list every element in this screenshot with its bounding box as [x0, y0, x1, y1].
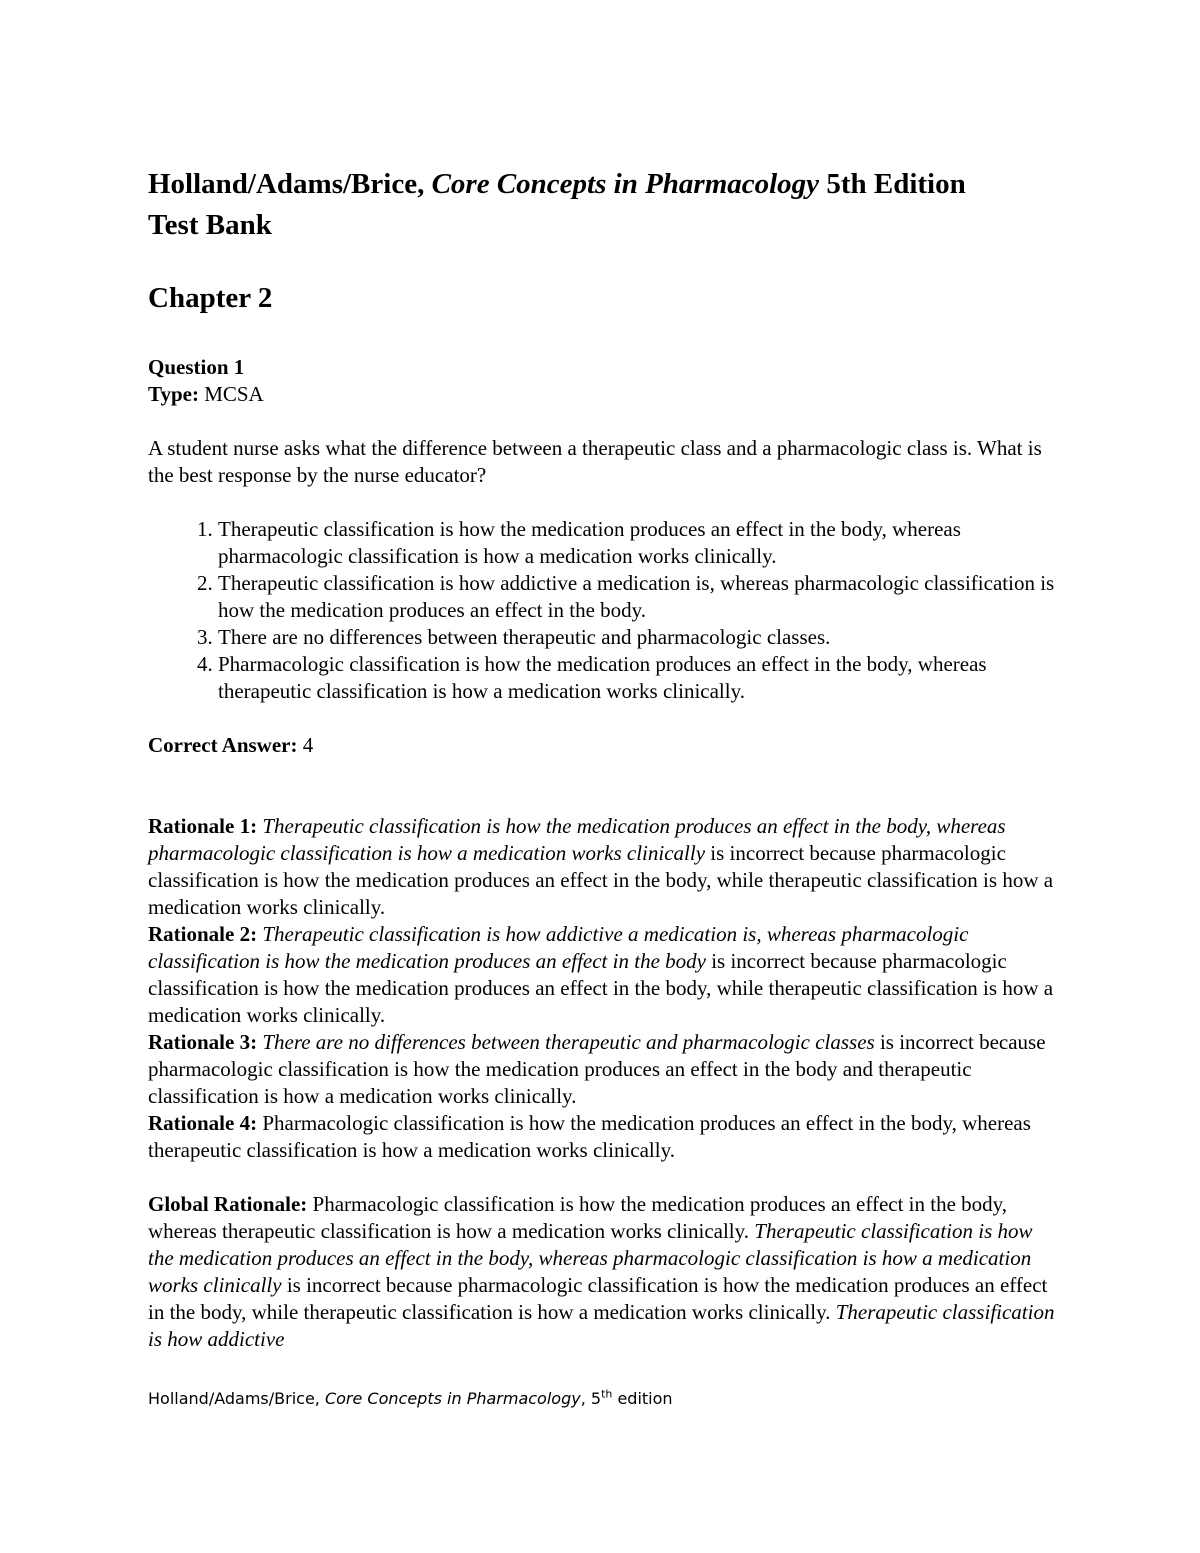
correct-answer-value: 4: [297, 733, 314, 757]
footer-prefix: Holland/Adams/Brice,: [148, 1389, 325, 1408]
global-rationale-quoted-option: Therapeutic classification is how addictive: [148, 1300, 1055, 1351]
rationale-item: [148, 921, 1058, 1029]
footer-edition-ordinal: th: [601, 1387, 613, 1401]
rationale-item: [148, 1110, 1058, 1164]
rationales-section: [148, 813, 1058, 1164]
question-stem: A student nurse asks what the difference between a therapeutic class and a pharmacologic class is. What is the best response by the nurse educator?: [148, 436, 1042, 487]
question-type-label: Type:: [148, 382, 199, 406]
answer-option: 2. Therapeutic classification is how addictive a medication is, whereas pharmacologic classification is how the medication produces an effect in the body.: [218, 570, 1058, 624]
answer-option: 4. Pharmacologic classification is how the medication produces an effect in the body, whereas therapeutic classification is how a medication works clinically.: [218, 651, 1058, 705]
chapter-heading: Chapter 2: [148, 282, 273, 314]
question-meta: [148, 354, 1058, 408]
title-line-2: Test Bank: [148, 209, 272, 241]
rationale-text: Pharmacologic classification is how the medication produces an effect in the body, whereas therapeutic classification is how a medication works clinically.: [148, 1111, 1031, 1162]
global-rationale-label: Global Rationale:: [148, 1192, 308, 1216]
correct-answer: [148, 732, 1058, 759]
rationale-label: Rationale 4:: [148, 1111, 258, 1135]
rationale-text: is incorrect because pharmacologic classification is how the medication produces an effect in the body and therapeutic classification is how a medication works clinically.: [148, 1030, 1046, 1108]
rationale-label: Rationale 1:: [148, 814, 258, 838]
document-title: [148, 164, 1058, 246]
rationale-text: is incorrect because pharmacologic classification is how the medication produces an effect in the body, while therapeutic classification is how a medication works clinically.: [148, 949, 1054, 1027]
footer-edition-number: , 5: [580, 1389, 602, 1408]
rationale-quoted-option: Therapeutic classification is how the medication produces an effect in the body, whereas pharmacologic classification is how a medication works clinically: [148, 814, 1006, 865]
question-type-value: MCSA: [198, 382, 264, 406]
page-content: [148, 164, 1058, 1353]
answer-option: 3. There are no differences between therapeutic and pharmacologic classes.: [218, 624, 1058, 651]
rationale-quoted-option: There are no differences between therapeutic and pharmacologic classes: [257, 1030, 875, 1054]
answer-option: 1. Therapeutic classification is how the medication produces an effect in the body, whereas pharmacologic classification is how a medication works clinically.: [218, 516, 1058, 570]
footer-edition-label: edition: [612, 1389, 673, 1408]
footer-book-name: Core Concepts in Pharmacology: [324, 1389, 581, 1408]
title-book-name: Core Concepts in Pharmacology: [431, 168, 820, 200]
global-rationale-text: is incorrect because pharmacologic classification is how the medication produces an effect in the body, while therapeutic classification is how a medication works clinically.: [148, 1273, 1048, 1324]
global-rationale: [148, 1191, 1058, 1353]
global-rationale-text: Pharmacologic classification is how the medication produces an effect in the body, whereas therapeutic classification is how a medication works clinically.: [148, 1192, 1008, 1243]
correct-answer-label: Correct Answer:: [148, 733, 298, 757]
page-footer: [148, 1387, 673, 1411]
rationale-label: Rationale 2:: [148, 922, 258, 946]
title-edition: 5th Edition: [819, 168, 966, 200]
answer-options-list: [148, 516, 1058, 705]
title-prefix: Holland/Adams/Brice,: [148, 168, 432, 200]
rationale-item: [148, 1029, 1058, 1110]
question-number: Question 1: [148, 355, 245, 379]
global-rationale-quoted-option: Therapeutic classification is how the medication produces an effect in the body, whereas pharmacologic classification is how a medication works clinically: [148, 1219, 1033, 1297]
rationale-quoted-option: Therapeutic classification is how addictive a medication is, whereas pharmacologic classification is how the medication produces an effect in the body: [148, 922, 969, 973]
rationale-item: [148, 813, 1058, 921]
rationale-text: is incorrect because pharmacologic classification is how the medication produces an effect in the body, while therapeutic classification is how a medication works clinically.: [148, 841, 1054, 919]
rationale-label: Rationale 3:: [148, 1030, 258, 1054]
